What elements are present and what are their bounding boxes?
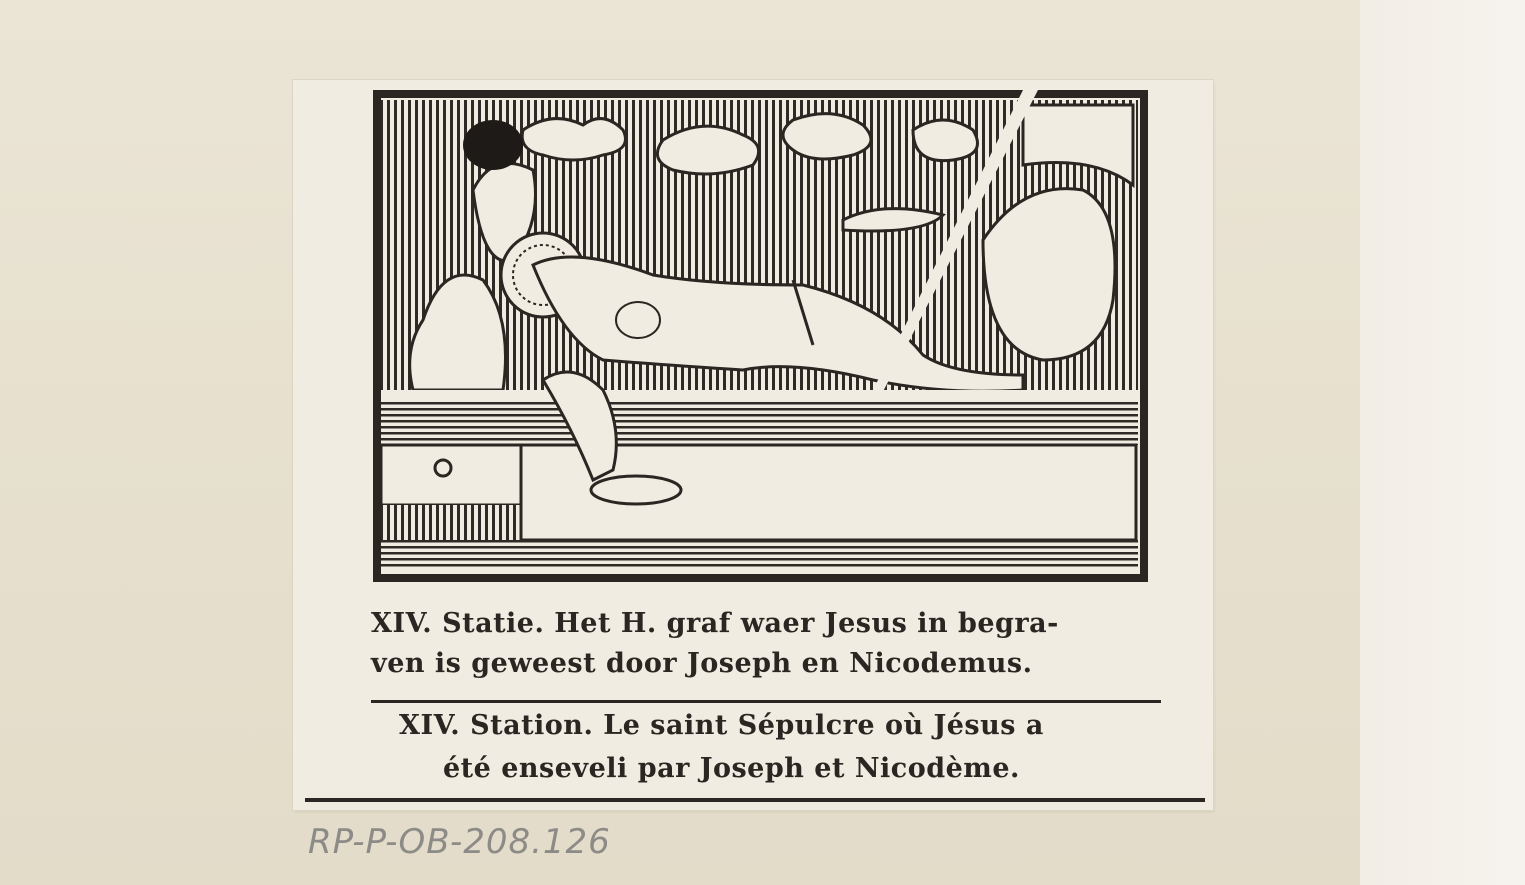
caption-dutch-line-2: ven is geweest door Joseph en Nicodemus. [371, 648, 1033, 679]
bottom-rule [305, 798, 1205, 802]
caption-divider [371, 700, 1161, 703]
caption-french-line-2: été enseveli par Joseph et Nicodème. [443, 753, 1020, 784]
caption-dutch-line-1: XIV. Statie. Het H. graf waer Jesus in begra- [371, 608, 1059, 639]
caption-french-line-1: XIV. Station. Le saint Sépulcre où Jésus a [399, 710, 1044, 741]
woodcut-entombment-image [373, 90, 1148, 582]
background-edge [1360, 0, 1525, 885]
print-card [293, 80, 1213, 810]
pencil-inventory-number: RP-P-OB-208.126 [308, 822, 611, 862]
